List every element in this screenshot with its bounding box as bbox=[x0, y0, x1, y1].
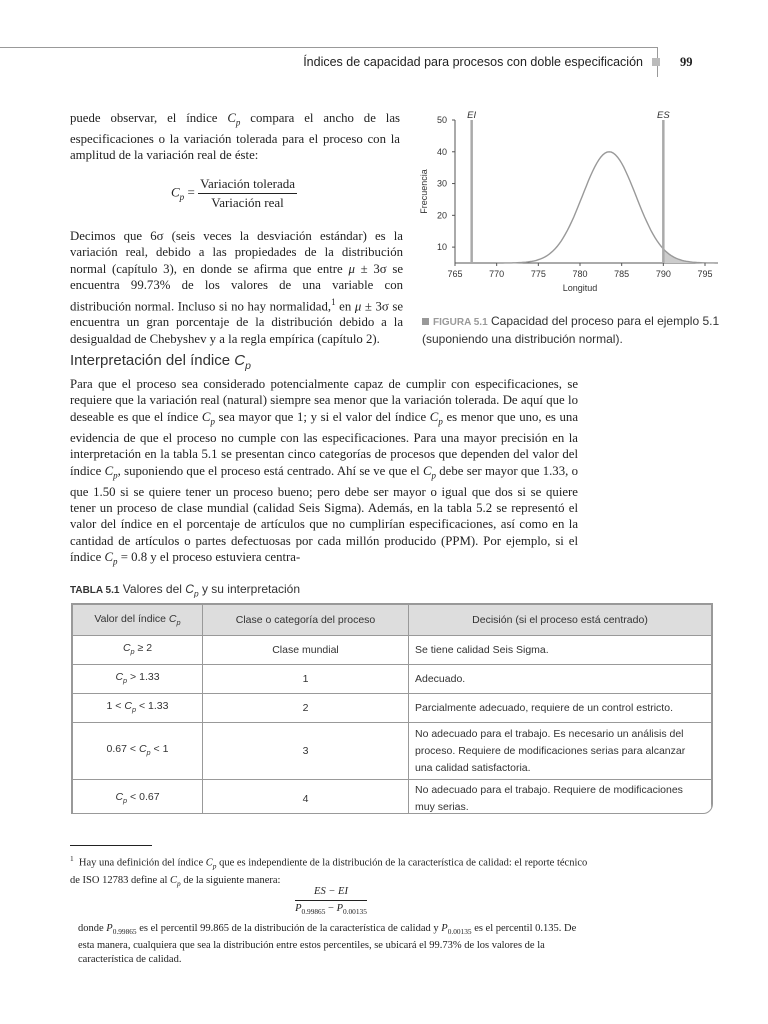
table-row bbox=[73, 780, 712, 815]
page-number: 99 bbox=[680, 55, 693, 69]
footnote-rule bbox=[70, 845, 152, 846]
capacity-chart bbox=[418, 108, 718, 308]
table-row bbox=[73, 694, 712, 723]
formula-denominator: Variación real bbox=[211, 195, 284, 210]
table-caption: TABLA 5.1 Valores del $C_p$ y su interpretación bbox=[70, 582, 301, 599]
cp-value-cell: $C_p < 0.67$ bbox=[73, 780, 203, 815]
y-tick-label: 40 bbox=[436, 146, 447, 157]
figure-caption-text: Capacidad del proceso para el ejemplo 5.1 (suponiendo una distribución normal). bbox=[422, 314, 720, 346]
x-tick-label: 765 bbox=[447, 269, 463, 279]
table-header-cell: Clase o categoría del proceso bbox=[203, 605, 409, 636]
decision-cell: No adecuado para el trabajo. Requiere de modificaciones muy serias. bbox=[409, 780, 712, 815]
main-paragraph: Para que el proceso sea considerado potencialmente capaz de cumplir con especificaciones, se requiere que la variación real (natural) siempre sea menor que la variación tolerada. De aquí que lo deseable es que el índice $C_p$ sea mayor que 1; y si el valor del índice $C_p$ es menor que uno, es una evidencia de que el proceso no cumple con las especificaciones. Para una mayor precisión en la interpretación en la tabla 5.1 se presentan cinco categorías de procesos que dependen del valor del índice $C_p$, suponiendo que el proceso está centrado. Ahí se ve que el $C_p$ debe ser mayor que 1.33, o que 1.50 si se quiere tener un proceso bueno; pero debe ser mayor o igual que dos si se quiere tener un proceso de clase mundial (calidad Seis Sigma). Además, en la tabla 5.2 se representó el valor del índice en el porcentaje de artículos que no cumplirían especificaciones, así como en la cantidad de artículos o partes defectuosas por cada millón producido (PPM). Por ejemplo, si el índice $C_p = 0.8$ y el proceso estuviera centra- bbox=[70, 377, 579, 567]
y-tick-label: 50 bbox=[436, 115, 447, 125]
y-tick-label: 10 bbox=[436, 242, 447, 253]
decision-cell: Adecuado. bbox=[409, 665, 712, 694]
y-tick-label: 30 bbox=[436, 178, 447, 189]
table-header-cell: Decisión (si el proceso está centrado) bbox=[409, 605, 712, 636]
decimos-paragraph: Decimos que 6σ (seis veces la desviación estándar) es la variación real, debido a las propiedades de la distribución normal (capítulo 3), en donde se afirma que entre μ ± 3σ se encuentra 99.73% de los valores de una variable con distribución normal. Incluso si no hay normalidad,$^1$ en μ ± 3σ se encuentra un gran porcentaje de la distribución debido a la desigualdad de Chebyshev y a la regla empírica (capítulo 2). bbox=[70, 229, 404, 346]
x-tick-label: 790 bbox=[655, 269, 671, 279]
decision-cell: Se tiene calidad Seis Sigma. bbox=[409, 636, 712, 665]
y-tick-label: 20 bbox=[436, 210, 447, 221]
running-header-title: Índices de capacidad para procesos con doble especificación bbox=[303, 55, 643, 69]
header-square-icon bbox=[652, 58, 660, 66]
spec-label-ei: EI bbox=[467, 110, 477, 121]
x-tick-label: 795 bbox=[697, 269, 713, 279]
cp-value-cell: $C_p \ge 2$ bbox=[73, 636, 203, 665]
x-tick-label: 775 bbox=[530, 269, 546, 279]
section-heading: Interpretación del índice $C_p$ bbox=[70, 352, 251, 372]
cp-value-cell: $0.67 < C_p < 1$ bbox=[73, 723, 203, 780]
footnote-definition: donde $P_{0.99865}$ es el percentil 99.865 de la distribución de la característica de calidad y $P_{0.00135}$ es el percentil 0.135. De esta manera, cualquiera que sea la distribución entre estos percentiles, se ubicará el 99.73% de los valores de la característica de calidad. bbox=[78, 923, 577, 966]
formula-numerator: Variación tolerada bbox=[198, 176, 297, 194]
header-rule bbox=[0, 47, 658, 48]
decision-cell: Parcialmente adecuado, requiere de un control estricto. bbox=[409, 694, 712, 723]
cp-value-cell: $C_p > 1.33$ bbox=[73, 665, 203, 694]
table-row bbox=[73, 723, 712, 780]
table-header-cell: Valor del índice $C_p$ bbox=[73, 605, 203, 636]
cp-value-cell: $1 < C_p < 1.33$ bbox=[73, 694, 203, 723]
x-axis-label: Longitud bbox=[562, 283, 598, 293]
x-tick-label: 780 bbox=[572, 269, 588, 279]
y-axis-label: Frecuencia bbox=[419, 169, 429, 214]
x-tick-label: 770 bbox=[489, 269, 505, 279]
class-cell: 2 bbox=[203, 694, 409, 723]
table-row bbox=[73, 636, 712, 665]
cp-formula: $C_p$ = $\frac{\text{Variación tolerada}}{\text{Variación real}}$ bbox=[171, 176, 295, 210]
normal-curve-line bbox=[497, 152, 718, 263]
class-cell: 4 bbox=[203, 780, 409, 815]
class-cell: 1 bbox=[203, 665, 409, 694]
intro-paragraph: puede observar, el índice $C_p$ compara el ancho de las especificaciones o la variación tolerada para el proceso con la amplitud de la variación real de éste: bbox=[70, 111, 400, 163]
figure-caption bbox=[422, 313, 722, 347]
class-cell: Clase mundial bbox=[203, 636, 409, 665]
spec-label-es: ES bbox=[656, 110, 670, 121]
class-cell: 3 bbox=[203, 723, 409, 780]
caption-square-icon bbox=[422, 318, 429, 325]
x-tick-label: 785 bbox=[614, 269, 630, 279]
footnote-formula: $\frac{ES - EI}{P_{0.99865} - P_{0.00135}}$ bbox=[295, 886, 367, 917]
cp-interpretation-table bbox=[71, 603, 713, 814]
decision-cell: No adecuado para el trabajo. Es necesario un análisis del proceso. Requiere de modificaciones serias para alcanzar una calidad satisfactoria. bbox=[409, 723, 712, 780]
table-row bbox=[73, 665, 712, 694]
footnote-text: $^1$ Hay una definición del índice $C_p$ que es independiente de la distribución de la característica de calidad: el reporte técnico de ISO 12783 define al $C_p$ de la siguiente manera: bbox=[70, 854, 588, 888]
table-header-row bbox=[73, 605, 712, 636]
figure-label: FIGURA 5.1 bbox=[433, 317, 488, 328]
